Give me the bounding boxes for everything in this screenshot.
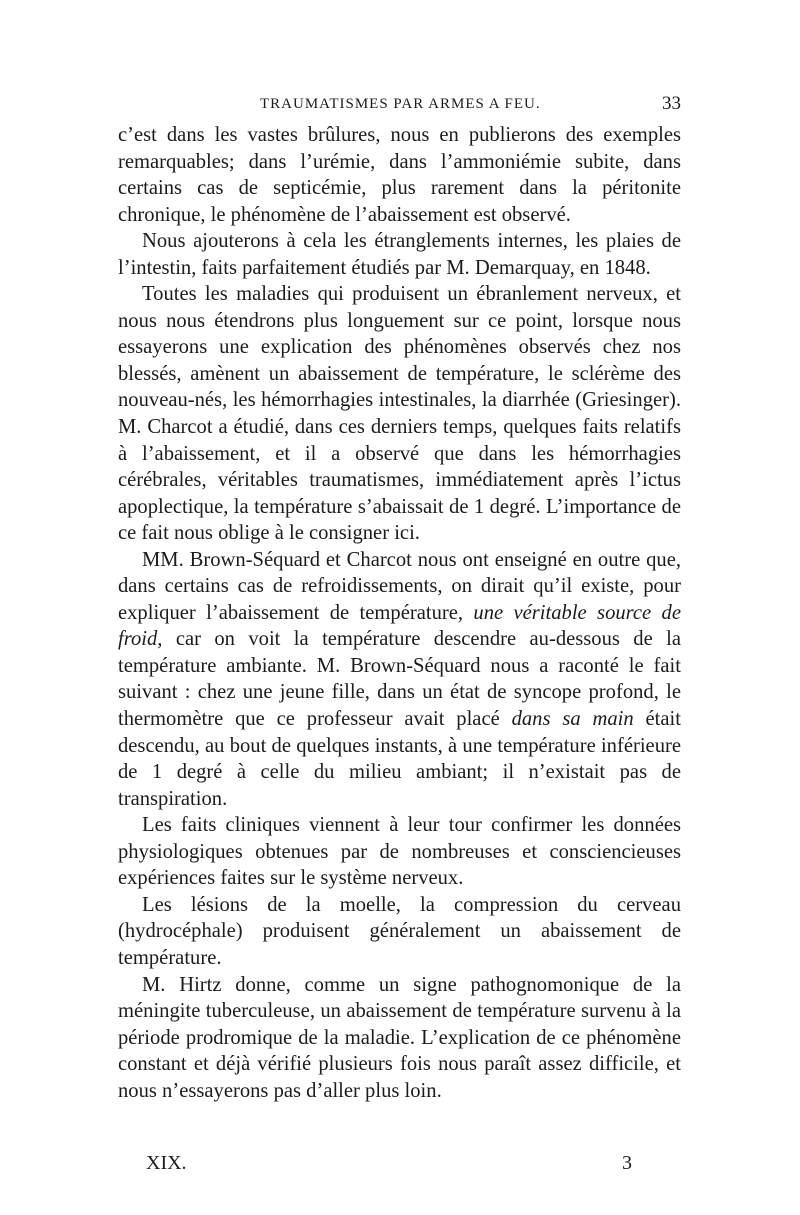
page-footer — [146, 1150, 632, 1178]
paragraph-4-text-b: car on voit la température descendre au-dessous de la température ambiante. M. Brown-Séquard nous a raconté le fait suivant : chez une jeune fille, dans un état de syncope profond, le thermomètre que ce professeur avait placé — [118, 628, 681, 731]
signature-mark: XIX. — [146, 1152, 187, 1174]
paragraph-4-italic-phrase-2: dans sa main — [511, 708, 634, 731]
paragraph-4-italic-phrase-1: une véritable source de froid, — [118, 601, 681, 651]
paragraph-4 — [118, 547, 681, 812]
paragraph-6: Les lésions de la moelle, la compression du cerveau (hydrocéphale) produisent généralement un abaissement de température. — [118, 893, 681, 969]
paragraph-2: Nous ajouterons à cela les étranglements internes, les plaies de l’intestin, faits parfaitement étudiés par M. Demarquay, en 1848. — [118, 230, 681, 279]
running-head — [118, 94, 681, 118]
paragraph-3: Toutes les maladies qui produisent un ébranlement nerveux, et nous nous étendrons plus longuement sur ce point, lorsque nous essayerons une explication des phénomènes observés chez nos blessés, amènent un abaissement de température, le sclérème des nouveau-nés, les hémorrhagies intestinales, la diarrhée (Griesinger). M. Charcot a étudié, dans ces derniers temps, quelques faits relatifs à l’abaissement, et il a observé que dans les hémorrhagies cérébrales, véritables traumatismes, immédiatement après l’ictus apoplectique, la température s’abaissait de 1 degré. L’importance de ce fait nous oblige à le consigner ici. — [118, 283, 681, 545]
paragraph-5: Les faits cliniques viennent à leur tour confirmer les données physiologiques obtenues par de nombreuses et consciencieuses expériences faites sur le système nerveux. — [118, 814, 681, 890]
paragraph-7: M. Hirtz donne, comme un signe pathognomonique de la méningite tuberculeuse, un abaissement de température survenu à la période prodromique de la maladie. L’explication de ce phénomène constant et déjà vérifié plusieurs fois nous paraît assez difficile, et nous n’essayerons pas d’aller plus loin. — [118, 973, 681, 1102]
running-title: TRAUMATISMES PAR ARMES A FEU. — [260, 96, 541, 112]
paragraph-1: c’est dans les vastes brûlures, nous en publierons des exemples remarquables; dans l’urémie, dans l’ammoniémie subite, dans certains cas de septicémie, plus rarement dans la péritonite chronique, le phénomène de l’abaissement est observé. — [118, 124, 681, 226]
body-text — [118, 122, 681, 1104]
paragraph-4-text-c: était descendu, au bout de quelques instants, à une température inférieure de 1 degré à celle du milieu ambiant; il n’existait pas de transpiration. — [118, 708, 681, 810]
signature-number: 3 — [622, 1152, 632, 1174]
paragraph-4-text-a: MM. Brown-Séquard et Charcot nous ont enseigné en outre que, dans certains cas de refroidissements, on dirait qu’il existe, pour expliquer l’abaissement de température, — [118, 548, 681, 624]
page-number: 33 — [662, 93, 681, 114]
